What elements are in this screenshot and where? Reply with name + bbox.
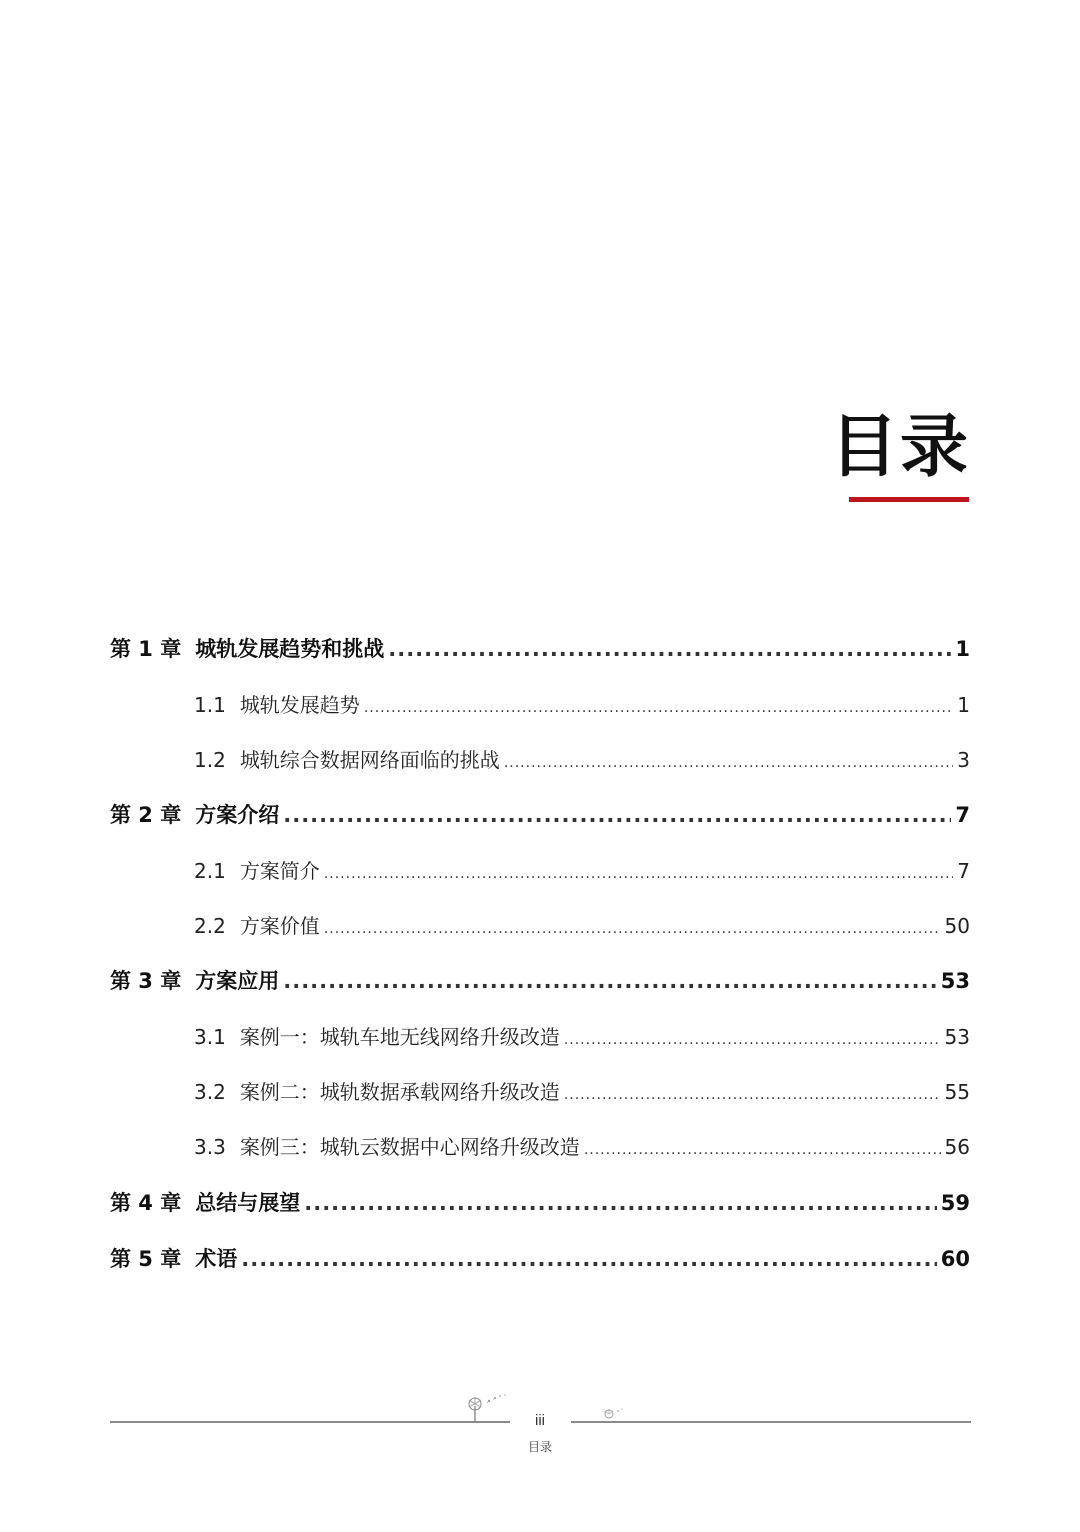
toc-entry-number: 3.2 [194,1080,226,1104]
toc-entry-page: 7 [955,803,970,827]
toc-entry-title: 案例一：城轨车地无线网络升级改造 [239,1025,560,1049]
toc-entry-section-1-2[interactable] [194,743,970,777]
toc-entry-page: 56 [944,1135,970,1159]
toc-entry-number: 2.1 [194,859,226,883]
title-underline [849,497,969,502]
toc-entry-section-3-2[interactable] [194,1075,970,1109]
toc-dot-leader [504,746,953,780]
toc-entry-title: 案例三：城轨云数据中心网络升级改造 [239,1135,580,1159]
toc-entry-page: 7 [957,859,970,883]
toc-entry-chapter-3[interactable] [110,964,970,998]
toc-entry-number: 3.3 [194,1135,226,1159]
toc-entry-section-3-3[interactable] [194,1130,970,1164]
toc-entry-number: 3.1 [194,1025,226,1049]
toc-dot-leader [283,964,937,998]
toc-entry-number: 第 2 章 [110,803,182,827]
footer-page-number: iii [535,1412,545,1429]
toc-entry-chapter-4[interactable] [110,1186,970,1220]
toc-entry-title: 方案简介 [239,859,320,883]
toc-entry-number: 第 5 章 [110,1247,182,1271]
toc-dot-leader [283,798,951,832]
toc-entry-title: 方案介绍 [195,803,280,827]
toc-entry-section-2-2[interactable] [194,909,970,943]
toc-entry-number: 2.2 [194,914,226,938]
toc-dot-leader [584,1133,941,1167]
toc-dot-leader [324,912,941,946]
page-title: 目录 [829,408,970,487]
toc-entry-section-2-1[interactable] [194,854,970,888]
toc-entry-chapter-2[interactable] [110,798,970,832]
toc-dot-leader [564,1078,941,1112]
toc-entry-page: 55 [944,1080,970,1104]
toc-entry-number: 第 1 章 [110,637,182,661]
toc-entry-number: 第 3 章 [110,969,182,993]
toc-dot-leader [364,691,953,725]
toc-entry-chapter-1[interactable] [110,632,970,666]
toc-entry-title: 城轨综合数据网络面临的挑战 [239,748,500,772]
toc-entry-title: 方案应用 [195,969,280,993]
toc-entry-page: 53 [940,969,970,993]
toc-entry-page: 50 [944,914,970,938]
toc-entry-page: 3 [957,748,970,772]
toc-dot-leader [564,1023,941,1057]
toc-entry-title: 城轨发展趋势 [239,693,360,717]
toc-entry-number: 1.2 [194,748,226,772]
toc-entry-page: 59 [940,1191,970,1215]
toc-entry-page: 60 [940,1247,970,1271]
toc-entry-title: 方案价值 [239,914,320,938]
toc-entry-page: 53 [944,1025,970,1049]
toc-entry-title: 城轨发展趋势和挑战 [195,637,385,661]
toc-entry-number: 第 4 章 [110,1191,182,1215]
toc-entry-section-3-1[interactable] [194,1020,970,1054]
toc-dot-leader [241,1242,937,1276]
toc-dot-leader [324,857,953,891]
toc-entry-page: 1 [955,637,970,661]
footer-section-label: 目录 [527,1440,552,1454]
toc-entry-title: 总结与展望 [195,1191,301,1215]
toc-entry-number: 1.1 [194,693,226,717]
toc-entry-title: 术语 [195,1247,238,1271]
toc-entry-page: 1 [957,693,970,717]
toc-entry-title: 案例二：城轨数据承载网络升级改造 [239,1080,560,1104]
toc-entry-chapter-5[interactable] [110,1242,970,1276]
toc-entry-section-1-1[interactable] [194,688,970,722]
toc-dot-leader [388,632,951,666]
toc-dot-leader [304,1186,937,1220]
